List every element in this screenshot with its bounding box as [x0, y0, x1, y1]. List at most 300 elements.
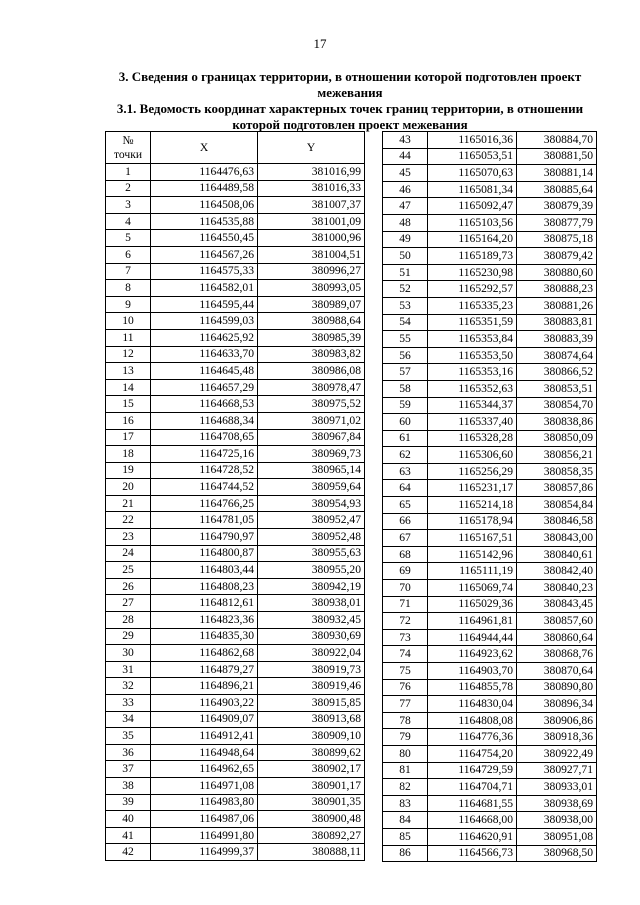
table-row: [383, 513, 597, 530]
table-row: [383, 347, 597, 364]
y-coordinate-cell: 380860,64: [517, 629, 597, 646]
x-coordinate-cell: 1164567,26: [151, 246, 258, 263]
point-number-cell: 47: [383, 198, 428, 215]
table-header-row: [106, 132, 365, 164]
x-coordinate-cell: 1164599,03: [151, 313, 258, 330]
x-coordinate-cell: 1164566,73: [428, 845, 517, 862]
table-row: [383, 148, 597, 165]
table-row: [106, 346, 365, 363]
x-coordinate-cell: 1164489,58: [151, 180, 258, 197]
table-row: [106, 761, 365, 778]
x-coordinate-cell: 1165053,51: [428, 148, 517, 165]
y-coordinate-cell: 380918,36: [517, 729, 597, 746]
x-coordinate-cell: 1164999,37: [151, 844, 258, 861]
x-coordinate-cell: 1165230,98: [428, 264, 517, 281]
x-coordinate-cell: 1164754,20: [428, 745, 517, 762]
point-number-cell: 59: [383, 397, 428, 414]
x-coordinate-cell: 1165178,94: [428, 513, 517, 530]
header-x: X: [151, 132, 258, 164]
x-coordinate-cell: 1164903,70: [428, 663, 517, 680]
point-number-cell: 32: [106, 678, 151, 695]
table-row: [383, 264, 597, 281]
table-row: [383, 181, 597, 198]
table-row: [106, 197, 365, 214]
table-row: [383, 430, 597, 447]
table-row: [106, 180, 365, 197]
table-row: [383, 497, 597, 514]
point-number-cell: 29: [106, 628, 151, 645]
table-row: [106, 711, 365, 728]
y-coordinate-cell: 380843,45: [517, 596, 597, 613]
point-number-cell: 81: [383, 762, 428, 779]
point-number-cell: 19: [106, 462, 151, 479]
x-coordinate-cell: 1164708,65: [151, 429, 258, 446]
y-coordinate-cell: 380942,19: [258, 578, 365, 595]
table-row: [383, 314, 597, 331]
table-row: [106, 213, 365, 230]
table-row: [383, 331, 597, 348]
y-coordinate-cell: 380913,68: [258, 711, 365, 728]
y-coordinate-cell: 380856,21: [517, 447, 597, 464]
y-coordinate-cell: 380965,14: [258, 462, 365, 479]
y-coordinate-cell: 380955,20: [258, 562, 365, 579]
point-number-cell: 46: [383, 181, 428, 198]
table-row: [383, 745, 597, 762]
point-number-cell: 72: [383, 613, 428, 630]
point-number-cell: 48: [383, 214, 428, 231]
x-coordinate-cell: 1165353,50: [428, 347, 517, 364]
table-row: [383, 795, 597, 812]
x-coordinate-cell: 1164582,01: [151, 280, 258, 297]
table-row: [106, 827, 365, 844]
y-coordinate-cell: 380938,01: [258, 595, 365, 612]
y-coordinate-cell: 381016,99: [258, 164, 365, 181]
x-coordinate-cell: 1165335,23: [428, 297, 517, 314]
y-coordinate-cell: 380854,84: [517, 497, 597, 514]
table-row: [106, 512, 365, 529]
y-coordinate-cell: 380883,39: [517, 331, 597, 348]
header-point-number: [106, 132, 151, 164]
x-coordinate-cell: 1165167,51: [428, 530, 517, 547]
table-row: [106, 744, 365, 761]
point-number-cell: 38: [106, 777, 151, 794]
table-row: [106, 645, 365, 662]
x-coordinate-cell: 1165352,63: [428, 380, 517, 397]
y-coordinate-cell: 380930,69: [258, 628, 365, 645]
x-coordinate-cell: 1164508,06: [151, 197, 258, 214]
x-coordinate-cell: 1165029,36: [428, 596, 517, 613]
x-coordinate-cell: 1164781,05: [151, 512, 258, 529]
point-number-cell: 18: [106, 446, 151, 463]
subsection-heading: 3.1. Ведомость координат характерных точек границ территории, в отношении которой подготовлен проект межевания: [116, 101, 584, 132]
table-row: [106, 164, 365, 181]
y-coordinate-cell: 380846,58: [517, 513, 597, 530]
y-coordinate-cell: 380840,61: [517, 546, 597, 563]
table-row: [106, 811, 365, 828]
x-coordinate-cell: 1164961,81: [428, 613, 517, 630]
x-coordinate-cell: 1164704,71: [428, 779, 517, 796]
point-number-cell: 45: [383, 165, 428, 182]
y-coordinate-cell: 380874,64: [517, 347, 597, 364]
x-coordinate-cell: 1165016,36: [428, 132, 517, 149]
point-number-cell: 85: [383, 828, 428, 845]
y-coordinate-cell: 380857,60: [517, 613, 597, 630]
table-row: [383, 380, 597, 397]
point-number-cell: 4: [106, 213, 151, 230]
point-number-cell: 17: [106, 429, 151, 446]
x-coordinate-cell: 1164633,70: [151, 346, 258, 363]
table-row: [383, 663, 597, 680]
point-number-cell: 80: [383, 745, 428, 762]
x-coordinate-cell: 1165164,20: [428, 231, 517, 248]
x-coordinate-cell: 1165351,59: [428, 314, 517, 331]
x-coordinate-cell: 1164987,06: [151, 811, 258, 828]
point-number-cell: 41: [106, 827, 151, 844]
x-coordinate-cell: 1164668,53: [151, 396, 258, 413]
table-row: [106, 529, 365, 546]
x-coordinate-cell: 1164923,62: [428, 646, 517, 663]
x-coordinate-cell: 1164830,04: [428, 696, 517, 713]
table-row: [383, 696, 597, 713]
table-row: [383, 812, 597, 829]
table-row: [383, 463, 597, 480]
y-coordinate-cell: 380896,34: [517, 696, 597, 713]
x-coordinate-cell: 1164803,44: [151, 562, 258, 579]
y-coordinate-cell: 381004,51: [258, 246, 365, 263]
table-row: [383, 729, 597, 746]
x-coordinate-cell: 1164595,44: [151, 296, 258, 313]
x-coordinate-cell: 1164725,16: [151, 446, 258, 463]
point-number-cell: 77: [383, 696, 428, 713]
point-number-cell: 65: [383, 497, 428, 514]
x-coordinate-cell: 1165256,29: [428, 463, 517, 480]
y-coordinate-cell: 380881,26: [517, 297, 597, 314]
point-number-cell: 35: [106, 728, 151, 745]
table-row: [383, 397, 597, 414]
table-row: [106, 495, 365, 512]
x-coordinate-cell: 1164823,36: [151, 612, 258, 629]
x-coordinate-cell: 1164625,92: [151, 329, 258, 346]
table-row: [383, 447, 597, 464]
table-row: [106, 446, 365, 463]
x-coordinate-cell: 1164808,23: [151, 578, 258, 595]
x-coordinate-cell: 1165337,40: [428, 414, 517, 431]
y-coordinate-cell: 380879,42: [517, 248, 597, 265]
y-coordinate-cell: 380919,46: [258, 678, 365, 695]
point-number-cell: 74: [383, 646, 428, 663]
y-coordinate-cell: 381000,96: [258, 230, 365, 247]
x-coordinate-cell: 1164476,63: [151, 164, 258, 181]
point-number-cell: 37: [106, 761, 151, 778]
point-number-cell: 78: [383, 712, 428, 729]
y-coordinate-cell: 380988,64: [258, 313, 365, 330]
y-coordinate-cell: 380854,70: [517, 397, 597, 414]
table-row: [383, 629, 597, 646]
y-coordinate-cell: 381007,37: [258, 197, 365, 214]
y-coordinate-cell: 380850,09: [517, 430, 597, 447]
point-number-cell: 55: [383, 331, 428, 348]
y-coordinate-cell: 380900,48: [258, 811, 365, 828]
y-coordinate-cell: 380959,64: [258, 479, 365, 496]
x-coordinate-cell: 1165081,34: [428, 181, 517, 198]
section-heading: 3. Сведения о границах территории, в отношении которой подготовлен проект межевания: [118, 69, 582, 100]
y-coordinate-cell: 380968,50: [517, 845, 597, 862]
point-number-cell: 31: [106, 661, 151, 678]
x-coordinate-cell: 1164800,87: [151, 545, 258, 562]
x-coordinate-cell: 1165189,73: [428, 248, 517, 265]
table-row: [106, 777, 365, 794]
x-coordinate-cell: 1164991,80: [151, 827, 258, 844]
table-row: [106, 396, 365, 413]
y-coordinate-cell: 380880,60: [517, 264, 597, 281]
table-row: [383, 414, 597, 431]
table-row: [106, 280, 365, 297]
point-number-cell: 66: [383, 513, 428, 530]
y-coordinate-cell: 380881,50: [517, 148, 597, 165]
point-number-cell: 68: [383, 546, 428, 563]
point-number-cell: 13: [106, 363, 151, 380]
x-coordinate-cell: 1165353,16: [428, 364, 517, 381]
x-coordinate-cell: 1165069,74: [428, 580, 517, 597]
x-coordinate-cell: 1165111,19: [428, 563, 517, 580]
y-coordinate-cell: 380967,84: [258, 429, 365, 446]
point-number-cell: 36: [106, 744, 151, 761]
table-body-right: [383, 132, 597, 862]
x-coordinate-cell: 1164776,36: [428, 729, 517, 746]
y-coordinate-cell: 380954,93: [258, 495, 365, 512]
y-coordinate-cell: 380901,35: [258, 794, 365, 811]
x-coordinate-cell: 1164681,55: [428, 795, 517, 812]
point-number-cell: 82: [383, 779, 428, 796]
y-coordinate-cell: 380969,73: [258, 446, 365, 463]
point-number-cell: 44: [383, 148, 428, 165]
x-coordinate-cell: 1165092,47: [428, 198, 517, 215]
point-number-cell: 70: [383, 580, 428, 597]
y-coordinate-cell: 380985,39: [258, 329, 365, 346]
point-number-cell: 1: [106, 164, 151, 181]
point-number-cell: 6: [106, 246, 151, 263]
y-coordinate-cell: 380888,11: [258, 844, 365, 861]
header-point-word: точки: [113, 147, 143, 161]
y-coordinate-cell: 380857,86: [517, 480, 597, 497]
y-coordinate-cell: 380986,08: [258, 363, 365, 380]
table-row: [383, 679, 597, 696]
y-coordinate-cell: 380881,14: [517, 165, 597, 182]
point-number-cell: 53: [383, 297, 428, 314]
table-row: [106, 263, 365, 280]
table-row: [383, 132, 597, 149]
table-row: [383, 596, 597, 613]
point-number-cell: 56: [383, 347, 428, 364]
x-coordinate-cell: 1165214,18: [428, 497, 517, 514]
point-number-cell: 75: [383, 663, 428, 680]
x-coordinate-cell: 1164983,80: [151, 794, 258, 811]
x-coordinate-cell: 1164944,44: [428, 629, 517, 646]
y-coordinate-cell: 381016,33: [258, 180, 365, 197]
y-coordinate-cell: 380906,86: [517, 712, 597, 729]
table-row: [106, 545, 365, 562]
point-number-cell: 61: [383, 430, 428, 447]
table-row: [383, 762, 597, 779]
y-coordinate-cell: 380983,82: [258, 346, 365, 363]
point-number-cell: 76: [383, 679, 428, 696]
point-number-cell: 20: [106, 479, 151, 496]
table-row: [106, 678, 365, 695]
y-coordinate-cell: 380989,07: [258, 296, 365, 313]
table-row: [383, 712, 597, 729]
table-row: [383, 480, 597, 497]
x-coordinate-cell: 1164729,59: [428, 762, 517, 779]
y-coordinate-cell: 380933,01: [517, 779, 597, 796]
table-row: [106, 296, 365, 313]
point-number-cell: 22: [106, 512, 151, 529]
table-row: [106, 329, 365, 346]
point-number-cell: 7: [106, 263, 151, 280]
point-number-cell: 83: [383, 795, 428, 812]
point-number-cell: 60: [383, 414, 428, 431]
table-row: [106, 230, 365, 247]
y-coordinate-cell: 380858,35: [517, 463, 597, 480]
y-coordinate-cell: 380875,18: [517, 231, 597, 248]
y-coordinate-cell: 380838,86: [517, 414, 597, 431]
point-number-cell: 43: [383, 132, 428, 149]
y-coordinate-cell: 380899,62: [258, 744, 365, 761]
y-coordinate-cell: 380919,73: [258, 661, 365, 678]
x-coordinate-cell: 1165306,60: [428, 447, 517, 464]
table-row: [106, 479, 365, 496]
point-number-cell: 14: [106, 379, 151, 396]
table-body-left: [106, 164, 365, 861]
x-coordinate-cell: 1164790,97: [151, 529, 258, 546]
point-number-cell: 3: [106, 197, 151, 214]
table-row: [383, 546, 597, 563]
table-row: [106, 462, 365, 479]
point-number-cell: 64: [383, 480, 428, 497]
y-coordinate-cell: 380902,17: [258, 761, 365, 778]
point-number-cell: 21: [106, 495, 151, 512]
table-row: [383, 580, 597, 597]
table-row: [383, 281, 597, 298]
y-coordinate-cell: 380932,45: [258, 612, 365, 629]
y-coordinate-cell: 380927,71: [517, 762, 597, 779]
table-row: [106, 363, 365, 380]
y-coordinate-cell: 380853,51: [517, 380, 597, 397]
y-coordinate-cell: 380901,17: [258, 777, 365, 794]
point-number-cell: 27: [106, 595, 151, 612]
x-coordinate-cell: 1164550,45: [151, 230, 258, 247]
table-row: [383, 613, 597, 630]
table-row: [106, 661, 365, 678]
point-number-cell: 15: [106, 396, 151, 413]
point-number-cell: 86: [383, 845, 428, 862]
x-coordinate-cell: 1165344,37: [428, 397, 517, 414]
point-number-cell: 39: [106, 794, 151, 811]
y-coordinate-cell: 380971,02: [258, 412, 365, 429]
x-coordinate-cell: 1164912,41: [151, 728, 258, 745]
header-y: Y: [258, 132, 365, 164]
x-coordinate-cell: 1164879,27: [151, 661, 258, 678]
x-coordinate-cell: 1164688,34: [151, 412, 258, 429]
x-coordinate-cell: 1165070,63: [428, 165, 517, 182]
table-row: [383, 198, 597, 215]
table-row: [106, 246, 365, 263]
table-row: [383, 845, 597, 862]
y-coordinate-cell: 380888,23: [517, 281, 597, 298]
table-row: [383, 646, 597, 663]
point-number-cell: 67: [383, 530, 428, 547]
point-number-cell: 10: [106, 313, 151, 330]
y-coordinate-cell: 380975,52: [258, 396, 365, 413]
y-coordinate-cell: 380952,48: [258, 529, 365, 546]
y-coordinate-cell: 380879,39: [517, 198, 597, 215]
table-row: [106, 628, 365, 645]
table-row: [383, 214, 597, 231]
x-coordinate-cell: 1164855,78: [428, 679, 517, 696]
point-number-cell: 69: [383, 563, 428, 580]
point-number-cell: 73: [383, 629, 428, 646]
x-coordinate-cell: 1164645,48: [151, 363, 258, 380]
x-coordinate-cell: 1164744,52: [151, 479, 258, 496]
page-number: 17: [313, 36, 327, 51]
point-number-cell: 71: [383, 596, 428, 613]
y-coordinate-cell: 380952,47: [258, 512, 365, 529]
point-number-cell: 5: [106, 230, 151, 247]
y-coordinate-cell: 380842,40: [517, 563, 597, 580]
point-number-cell: 40: [106, 811, 151, 828]
table-row: [383, 530, 597, 547]
x-coordinate-cell: 1165353,84: [428, 331, 517, 348]
y-coordinate-cell: 380866,52: [517, 364, 597, 381]
x-coordinate-cell: 1165328,28: [428, 430, 517, 447]
y-coordinate-cell: 380951,08: [517, 828, 597, 845]
table-row: [383, 248, 597, 265]
table-row: [106, 313, 365, 330]
point-number-cell: 57: [383, 364, 428, 381]
point-number-cell: 25: [106, 562, 151, 579]
y-coordinate-cell: 380922,49: [517, 745, 597, 762]
table-row: [383, 828, 597, 845]
table-row: [106, 379, 365, 396]
y-coordinate-cell: 380868,76: [517, 646, 597, 663]
x-coordinate-cell: 1164575,33: [151, 263, 258, 280]
x-coordinate-cell: 1164896,21: [151, 678, 258, 695]
point-number-cell: 34: [106, 711, 151, 728]
y-coordinate-cell: 381001,09: [258, 213, 365, 230]
point-number-cell: 54: [383, 314, 428, 331]
y-coordinate-cell: 380993,05: [258, 280, 365, 297]
x-coordinate-cell: 1165292,57: [428, 281, 517, 298]
y-coordinate-cell: 380938,69: [517, 795, 597, 812]
point-number-cell: 30: [106, 645, 151, 662]
point-number-cell: 52: [383, 281, 428, 298]
y-coordinate-cell: 380890,80: [517, 679, 597, 696]
x-coordinate-cell: 1164948,64: [151, 744, 258, 761]
table-row: [106, 412, 365, 429]
point-number-cell: 24: [106, 545, 151, 562]
table-row: [383, 364, 597, 381]
y-coordinate-cell: 380955,63: [258, 545, 365, 562]
point-number-cell: 84: [383, 812, 428, 829]
x-coordinate-cell: 1164668,00: [428, 812, 517, 829]
y-coordinate-cell: 380922,04: [258, 645, 365, 662]
y-coordinate-cell: 380885,64: [517, 181, 597, 198]
coordinates-table-right: [382, 131, 597, 862]
x-coordinate-cell: 1164962,65: [151, 761, 258, 778]
x-coordinate-cell: 1164535,88: [151, 213, 258, 230]
point-number-cell: 79: [383, 729, 428, 746]
x-coordinate-cell: 1165142,96: [428, 546, 517, 563]
y-coordinate-cell: 380938,00: [517, 812, 597, 829]
